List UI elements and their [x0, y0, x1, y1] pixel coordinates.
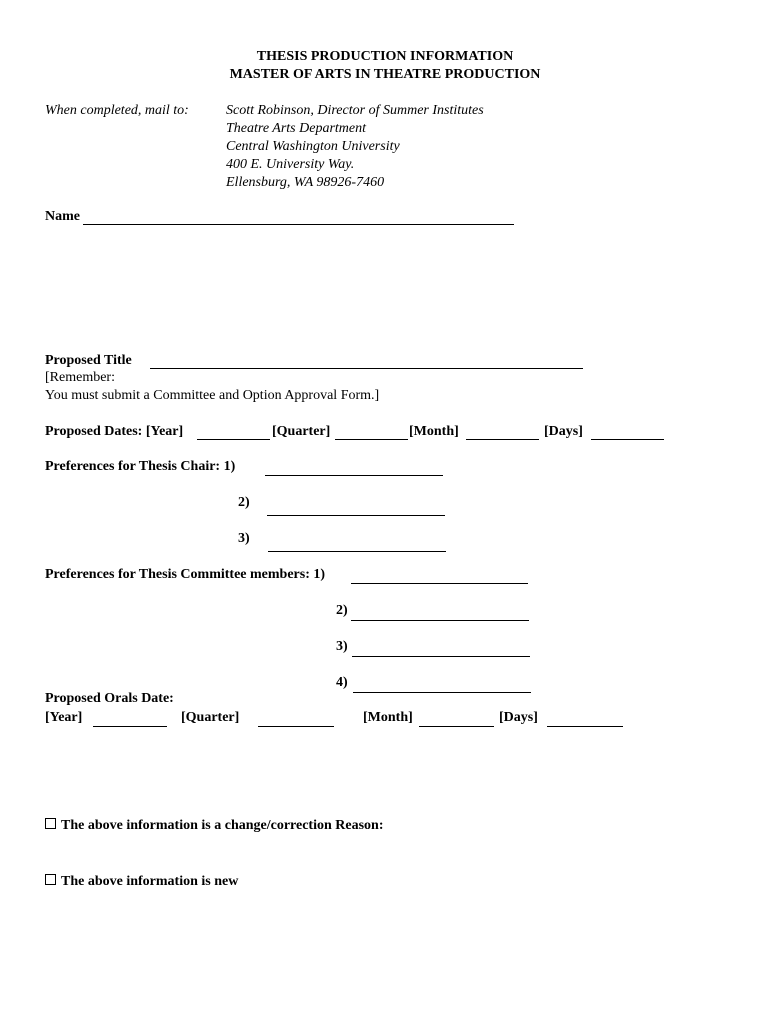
form-title-line2: MASTER OF ARTS IN THEATRE PRODUCTION	[229, 67, 541, 82]
address-line-5: Ellensburg, WA 98926-7460	[226, 175, 385, 190]
mail-to-label: When completed, mail to:	[45, 103, 189, 118]
proposed-dates-days-field[interactable]	[591, 439, 664, 440]
orals-month-label: [Month]	[363, 710, 413, 725]
proposed-dates-month-field[interactable]	[466, 439, 539, 440]
orals-year-field[interactable]	[93, 726, 167, 727]
thesis-committee-field-3[interactable]	[352, 656, 530, 657]
orals-quarter-label: [Quarter]	[181, 710, 240, 725]
proposed-dates-month-label: [Month]	[409, 424, 459, 439]
thesis-chair-field-1[interactable]	[265, 475, 443, 476]
change-correction-option[interactable]	[45, 817, 384, 834]
thesis-committee-number-3: 3)	[336, 639, 348, 654]
thesis-chair-number-3: 3)	[238, 531, 250, 546]
form-title-line1: THESIS PRODUCTION INFORMATION	[256, 49, 514, 64]
orals-quarter-field[interactable]	[258, 726, 334, 727]
proposed-dates-quarter-label: [Quarter]	[272, 424, 331, 439]
orals-month-field[interactable]	[419, 726, 494, 727]
thesis-chair-number-2: 2)	[238, 495, 250, 510]
thesis-committee-field-4[interactable]	[353, 692, 531, 693]
orals-year-label: [Year]	[45, 710, 83, 725]
thesis-committee-field-1[interactable]	[351, 583, 528, 584]
thesis-committee-field-2[interactable]	[351, 620, 529, 621]
address-line-3: Central Washington University	[226, 139, 400, 154]
remember-note-line2: You must submit a Committee and Option Approval Form.]	[45, 388, 380, 403]
name-label: Name	[45, 209, 80, 224]
proposed-dates-year-label: Proposed Dates: [Year]	[45, 424, 184, 439]
orals-days-label: [Days]	[499, 710, 538, 725]
proposed-dates-quarter-field[interactable]	[335, 439, 408, 440]
address-line-1: Scott Robinson, Director of Summer Institutes	[226, 103, 484, 118]
change-correction-label: The above information is a change/correction Reason:	[61, 818, 384, 833]
thesis-chair-field-3[interactable]	[268, 551, 446, 552]
thesis-chair-label: Preferences for Thesis Chair: 1)	[45, 459, 236, 474]
thesis-committee-label: Preferences for Thesis Committee members: 1)	[45, 567, 326, 582]
proposed-orals-label: Proposed Orals Date:	[45, 691, 174, 706]
new-info-label: The above information is new	[61, 874, 239, 889]
orals-days-field[interactable]	[547, 726, 623, 727]
proposed-title-field[interactable]	[150, 368, 583, 369]
address-line-2: Theatre Arts Department	[226, 121, 366, 136]
remember-note-line1: [Remember:	[45, 370, 115, 385]
address-line-4: 400 E. University Way.	[226, 157, 355, 172]
change-correction-checkbox[interactable]	[45, 818, 56, 829]
proposed-dates-year-field[interactable]	[197, 439, 270, 440]
new-info-option[interactable]	[45, 873, 238, 890]
thesis-committee-number-2: 2)	[336, 603, 348, 618]
new-info-checkbox[interactable]	[45, 874, 56, 885]
name-field[interactable]	[83, 224, 514, 225]
thesis-chair-field-2[interactable]	[267, 515, 445, 516]
proposed-title-label: Proposed Title	[45, 353, 132, 368]
thesis-committee-number-4: 4)	[336, 675, 348, 690]
proposed-dates-days-label: [Days]	[544, 424, 583, 439]
